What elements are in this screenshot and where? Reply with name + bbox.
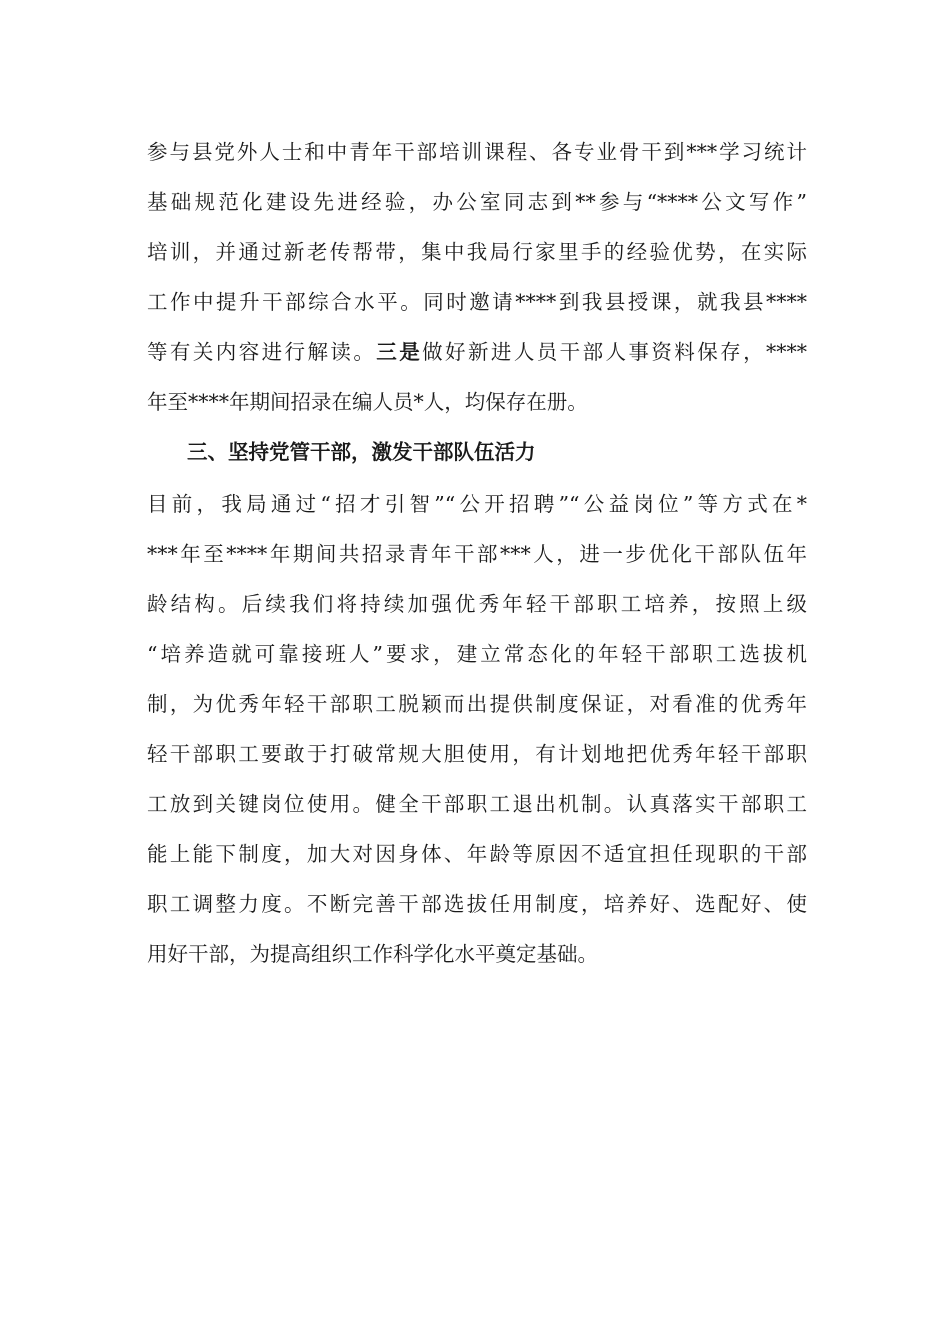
text-line: 轻干部职工要敢于打破常规大胆使用，有计划地把优秀年轻干部职 [147,742,807,766]
text-line: 基础规范化建设先进经验，办公室同志到**参与“****公文写作” [147,190,807,214]
text-line: 参与县党外人士和中青年干部培训课程、各专业骨干到***学习统计 [147,140,807,164]
section-heading: 三、坚持党管干部，激发干部队伍活力 [187,440,536,464]
bold-lead-in: 三是 [376,340,423,364]
text-line: 能上能下制度，加大对因身体、年龄等原因不适宜担任现职的干部 [147,842,807,866]
text-line: ***年至****年期间共招录青年干部***人，进一步优化干部队伍年 [147,542,807,566]
text-line: 培训，并通过新老传帮带，集中我局行家里手的经验优势，在实际 [147,240,807,264]
text-line: 用好干部，为提高组织工作科学化水平奠定基础。 [147,942,598,966]
text-line [147,334,807,370]
text-line: 工放到关键岗位使用。健全干部职工退出机制。认真落实干部职工 [147,792,807,816]
text-line: 工作中提升干部综合水平。同时邀请****到我县授课，就我县**** [147,290,807,314]
text-line: 职工调整力度。不断完善干部选拔任用制度，培养好、选配好、使 [147,892,807,916]
text-line: “培养造就可靠接班人”要求，建立常态化的年轻干部职工选拔机 [147,642,807,666]
text-line: 制，为优秀年轻干部职工脱颖而出提供制度保证，对看准的优秀年 [147,692,807,716]
text-segment: 等有关内容进行解读。 [147,340,377,364]
text-line: 目前，我局通过“招才引智”“公开招聘”“公益岗位”等方式在* [147,492,807,516]
text-line: 年至****年期间招录在编人员*人，均保存在册。 [147,390,588,414]
text-segment: 做好新进人员干部人事资料保存，**** [422,340,808,364]
text-line: 龄结构。后续我们将持续加强优秀年轻干部职工培养，按照上级 [147,592,807,616]
